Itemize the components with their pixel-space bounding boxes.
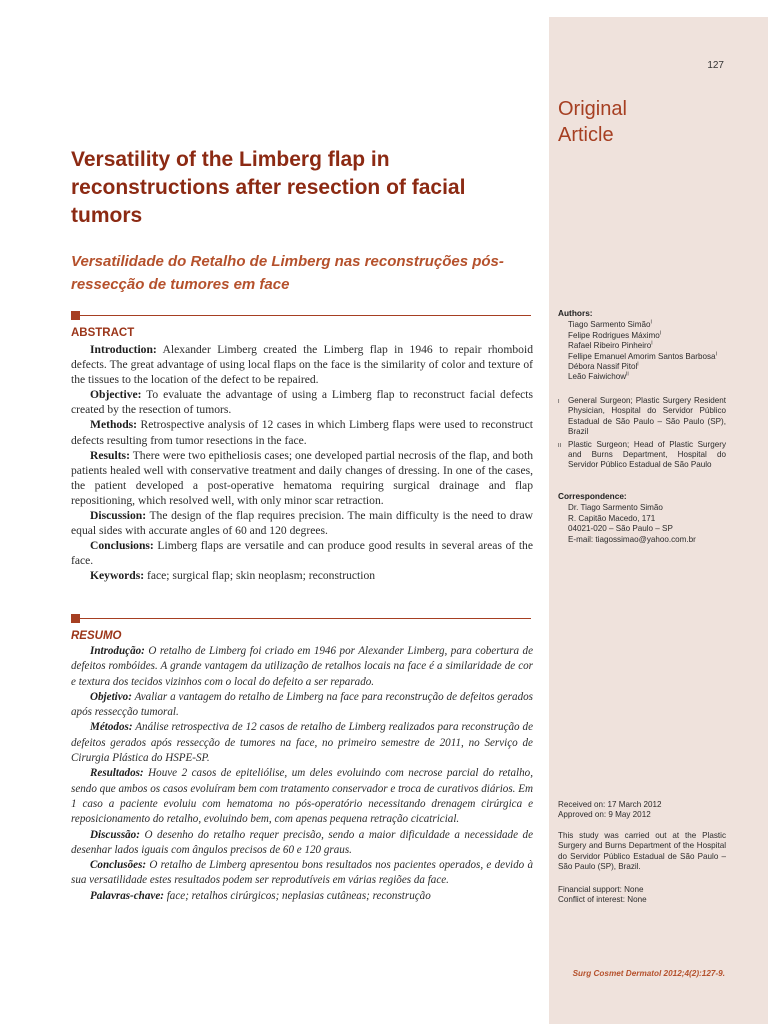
affiliation-text: Plastic Surgeon; Head of Plastic Surgery and Burns Department, Hospital do Servidor Público Estadual de São Paulo (568, 439, 726, 470)
conflict-of-interest: Conflict of interest: None (558, 895, 647, 905)
author-sup: I (637, 361, 639, 368)
affiliation-item (558, 396, 726, 438)
abstract-label: Introduction: (90, 343, 157, 356)
author-sup: II (626, 371, 629, 378)
resumo-label: Objetivo: (90, 690, 132, 703)
abstract-label: Results: (90, 448, 130, 462)
author-item (568, 331, 728, 341)
correspondence-label: Correspondence: (558, 491, 627, 501)
abstract-text: There were two epitheliosis cases; one developed partial necrosis of the flap, and both patients healed well with conservative treatment and daily changes of dressing. In one of the cases, the patient developed a post-operative hematoma requiring surgical drainage and flap repositioning, which resolved well, with only minor scar retraction. (71, 448, 533, 507)
resumo-text: Análise retrospectiva de 12 casos de retalho de Limberg realizados para reconstrução de defeitos gerados após ressecção de tumores na face, no primeiro semestre de 2011, no Serviço de Cirurgia Plástica do HSPE-SP. (71, 721, 533, 765)
correspondence-email[interactable]: E-mail: tiagossimao@yahoo.com.br (568, 534, 696, 544)
authors-label: Authors: (558, 308, 593, 318)
resumo-text: face; retalhos cirúrgicos; neplasias cutâneas; reconstrução (163, 889, 431, 902)
resumo-text: Houve 2 casos de epiteliólise, um deles evoluindo com necrose parcial do retalho, sendo que ambos os casos evoluíram bem com tratamento conservador e troca de curativos diários. Em 1 caso a paciente evoluiu com hematoma no pós-operatório necessitando drenagem cirúrgica e reposicionamento do retalho, evoluindo bem, com apenas pequena retração cicatricial. (71, 767, 533, 826)
resumo-keywords (71, 889, 533, 904)
section-rule (71, 618, 531, 619)
author-item (568, 320, 728, 330)
financial-support: Financial support: None (558, 885, 644, 894)
abstract-keywords (71, 568, 533, 583)
resumo-label: Introdução: (90, 645, 145, 657)
resumo-paragraph (71, 828, 533, 859)
resumo-paragraph (71, 690, 533, 721)
correspondence-line: R. Capitão Macedo, 171 (568, 513, 656, 523)
correspondence-address (568, 503, 728, 545)
abstract-paragraph (71, 387, 533, 417)
correspondence-line: Dr. Tiago Sarmento Simão (568, 503, 663, 513)
resumo-paragraph (71, 766, 533, 827)
affiliations-block (558, 396, 726, 473)
resumo-label: Métodos: (90, 721, 133, 734)
resumo-paragraph (71, 644, 533, 690)
abstract-text: The design of the flap requires precision. The main difficulty is the need to draw equal sides with accurate angles of 60 and 120 degrees. (71, 509, 533, 538)
resumo-label: Discussão: (90, 828, 140, 841)
abstract-label: Conclusions: (90, 539, 154, 553)
resumo-text: O retalho de Limberg apresentou bons resultados nos pacientes operados, e devido à sua versatilidade estes resultados podem ser reprodutíveis em várias regiões da face. (71, 859, 533, 887)
article-type-label (558, 96, 738, 148)
resumo-text: O retalho de Limberg foi criado em 1946 por Alexander Limberg, para cobertura de defeitos rombóides. A grande vantagem da utilização de retalhos locais na face é a similaridade de cor e textura dos tecidos vizinhos com o local do defeito a ser reparado. (71, 645, 533, 688)
abstract-label: Discussion: (90, 509, 147, 523)
resumo-body (71, 644, 533, 904)
affiliation-item (558, 440, 726, 471)
affiliation-text: General Surgeon; Plastic Surgery Resident Physician, Hospital do Servidor Público Estadual de São Paulo – São Paulo (SP), Brazil (568, 396, 726, 437)
authors-block (558, 308, 728, 383)
author-item (568, 341, 728, 351)
resumo-label: Conclusões: (90, 859, 147, 872)
abstract-label: Objective: (90, 388, 142, 402)
approved-date: Approved on: 9 May 2012 (558, 810, 651, 820)
study-note: This study was carried out at the Plastic Surgery and Burns Department of the Hospital do Servidor Público Estadual de São Paulo – São Paulo (SP), Brazil. (558, 831, 726, 872)
resumo-text: O desenho do retalho requer precisão, sendo a maior dificuldade a necessidade de desenhar lados iguais com ângulos precisos de 60 e 120 graus. (71, 828, 533, 856)
abstract-text: Retrospective analysis of 12 cases in which Limberg flaps were used to reconstruct defects resulting from tumor resections in the face. (71, 418, 533, 447)
resumo-label: Palavras-chave: (90, 889, 164, 902)
resumo-text: Avaliar a vantagem do retalho de Limberg na face para reconstrução de defeitos gerados após ressecção tumoral. (71, 690, 533, 719)
author-item (568, 352, 728, 362)
resumo-paragraph (71, 720, 533, 766)
correspondence-block (558, 491, 728, 545)
abstract-heading: ABSTRACT (71, 327, 135, 339)
abstract-body (71, 342, 533, 584)
author-name: Rafael Ribeiro Pinheiro (568, 341, 652, 351)
journal-reference: Surg Cosmet Dermatol 2012;4(2):127-9. (572, 969, 725, 978)
resumo-label: Resultados: (90, 767, 144, 780)
funding-block (558, 885, 726, 906)
abstract-text: Limberg flaps are versatile and can produce good results in several areas of the face. (71, 539, 533, 568)
abstract-paragraph (71, 448, 533, 508)
author-list (568, 320, 728, 382)
resumo-heading: RESUMO (71, 630, 122, 642)
affiliation-number: II (558, 442, 562, 449)
section-rule (71, 315, 531, 316)
author-sup: I (715, 350, 717, 357)
author-name: Tiago Sarmento Simão (568, 320, 651, 330)
affiliation-number: I (558, 399, 560, 405)
article-title: Versatility of the Limberg flap in reconstructions after resection of facial tumors (71, 148, 466, 227)
abstract-label: Methods: (90, 418, 138, 432)
abstract-label: Keywords: (90, 569, 145, 583)
author-item (568, 362, 728, 372)
article-type-line-2: Article (558, 124, 614, 146)
received-date: Received on: 17 March 2012 (558, 800, 662, 809)
abstract-paragraph (71, 538, 533, 568)
page-number: 127 (707, 60, 724, 71)
correspondence-line: 04021-020 – São Paulo – SP (568, 524, 673, 534)
abstract-text: To evaluate the advantage of using a Limberg flap to reconstruct facial defects created by the resection of tumors. (71, 388, 533, 417)
author-sup: I (651, 340, 653, 347)
author-name: Fellipe Emanuel Amorim Santos Barbosa (568, 351, 716, 361)
abstract-paragraph (71, 508, 533, 538)
author-sup: I (650, 319, 652, 326)
abstract-text: face; surgical flap; skin neoplasm; reconstruction (144, 569, 376, 583)
article-type-line-1: Original (558, 98, 627, 120)
author-sup: I (659, 330, 662, 337)
abstract-paragraph (71, 342, 533, 387)
abstract-text: Alexander Limberg created the Limberg flap in 1946 to repair rhomboid defects. The great advantage of using local flaps on the face is the similarity of color and texture of the tissues to the location of the defect to be repaired. (71, 343, 533, 387)
abstract-paragraph (71, 417, 533, 447)
author-name: Felipe Rodrigues Máximo (568, 330, 660, 340)
resumo-paragraph (71, 858, 533, 889)
article-subtitle: Versatilidade do Retalho de Limberg nas reconstruções pós-ressecção de tumores em face (71, 253, 504, 293)
author-name: Leão Faiwichow (568, 372, 627, 382)
dates-block (558, 800, 726, 821)
author-item (568, 372, 728, 382)
author-name: Débora Nassif Pitol (568, 362, 638, 372)
